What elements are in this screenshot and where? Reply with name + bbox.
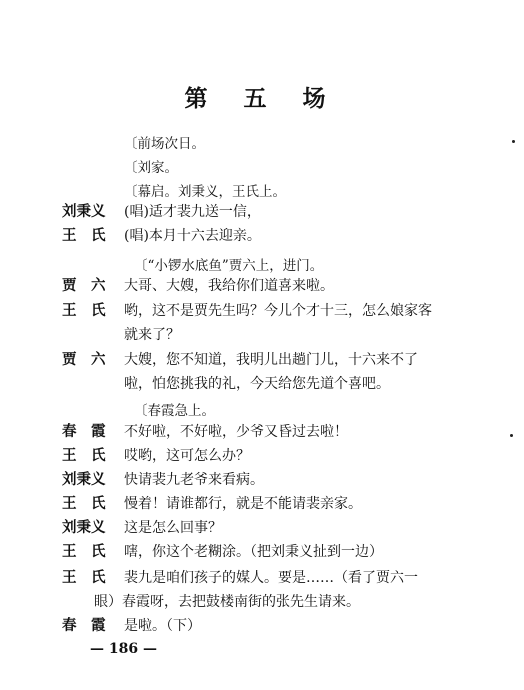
speaker: 刘秉义: [62, 203, 106, 220]
dialog-line: [62, 468, 264, 492]
page-number: — 186 —: [90, 641, 157, 657]
scene-title: 第 五 场: [184, 85, 340, 112]
speaker: 王 氏: [62, 569, 106, 586]
speaker: 王 氏: [62, 227, 106, 244]
dialog-line: [62, 614, 201, 638]
line-text: 哎哟，这可怎么办？: [124, 448, 250, 464]
stage-direction: 〔前场次日。: [124, 136, 205, 152]
speaker: 刘秉义: [62, 471, 106, 488]
line-text: 这是怎么回事？: [124, 520, 222, 536]
speaker: 王 氏: [62, 447, 106, 464]
stage-direction: 〔刘家。: [124, 160, 178, 176]
line-text: (唱)本月十六去迎亲。: [124, 228, 261, 244]
dialog-line: [62, 420, 348, 444]
line-text: 哟，这不是贾先生吗？今儿个才十三，怎么娘家客: [124, 303, 432, 319]
dialog-line: [62, 492, 362, 516]
dialog-continuation: [62, 323, 180, 347]
dialog-line: [62, 566, 418, 590]
stage-direction: 〔幕启。刘秉义，王氏上。: [124, 184, 286, 200]
dialog-continuation: [62, 590, 360, 614]
dialog-line: [62, 299, 432, 323]
line-text: 是啦。（下）: [124, 618, 201, 634]
line-text: 大哥、大嫂，我给你们道喜来啦。: [124, 278, 334, 294]
speaker: 贾 六: [62, 277, 106, 294]
stage-direction: 〔春霞急上。: [134, 403, 215, 419]
line-text: (唱)适才裴九送一信，: [124, 204, 261, 220]
dialog-line: [62, 274, 334, 298]
speaker: 贾 六: [62, 351, 106, 368]
speaker: 王 氏: [62, 302, 106, 319]
speaker: 王 氏: [62, 495, 106, 512]
line-text: 裴九是咱们孩子的媒人。要是……（看了贾六一: [124, 570, 418, 586]
line-text: 眼）春霞呀，去把鼓楼南街的张先生请来。: [94, 594, 360, 610]
scan-speck: [510, 434, 513, 437]
speaker: 刘秉义: [62, 519, 106, 536]
line-text: 就来了？: [124, 327, 180, 343]
speaker: 王 氏: [62, 543, 106, 560]
speaker: 春 霞: [62, 617, 106, 634]
line-text: 不好啦，不好啦，少爷又昏过去啦！: [124, 424, 348, 440]
dialog-line: [62, 540, 383, 564]
dialog-line: [62, 200, 261, 224]
stage-direction: 〔“小锣水底鱼”贾六上，进门。: [134, 258, 324, 274]
line-text: 嗐，你这个老糊涂。（把刘秉义扯到一边）: [124, 544, 383, 560]
line-text: 啦，怕您挑我的礼，今天给您先道个喜吧。: [124, 376, 390, 392]
line-text: 快请裴九老爷来看病。: [124, 472, 264, 488]
line-text: 大嫂，您不知道，我明儿出趟门儿，十六来不了: [124, 352, 418, 368]
dialog-line: [62, 348, 418, 372]
dialog-line: [62, 444, 250, 468]
dialog-line: [62, 516, 222, 540]
scan-speck: [512, 140, 515, 143]
speaker: 春 霞: [62, 423, 106, 440]
line-text: 慢着！请谁都行，就是不能请裴亲家。: [124, 496, 362, 512]
dialog-line: [62, 224, 261, 248]
dialog-continuation: [62, 372, 390, 396]
